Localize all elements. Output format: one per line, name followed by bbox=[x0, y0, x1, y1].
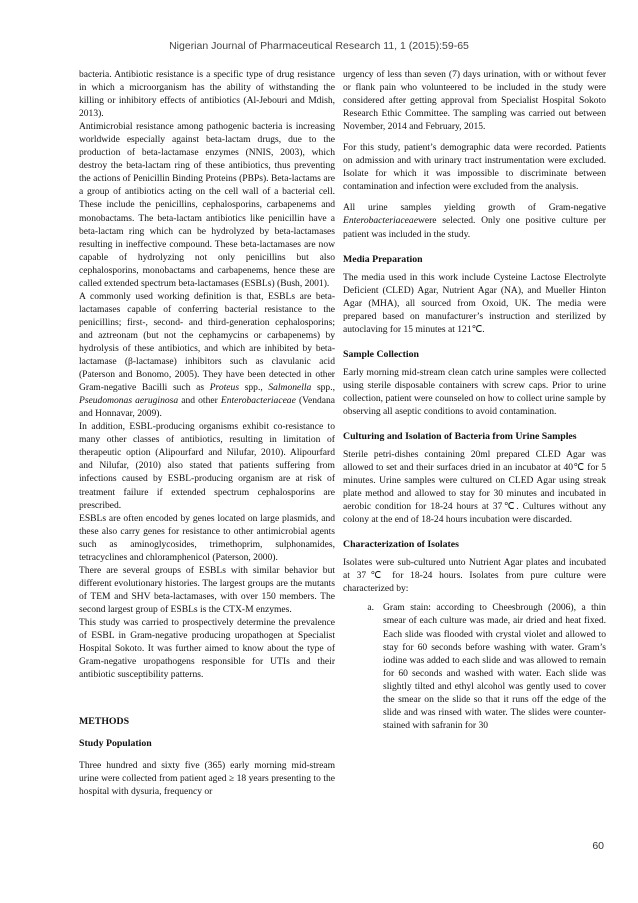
paragraph: There are several groups of ESBLs with similar behavior but different evolutionary histories. The largest groups are the mutants of TEM and SHV beta-lactamases, with over 150 members. The second largest group of ESBLs is the CTX-M enzymes. bbox=[79, 564, 335, 615]
paragraph: In addition, ESBL-producing organisms exhibit co-resistance to many other classes of antibiotics, resulting in limitation of therapeutic option (Alipourfard and Nilufar, 2010). Alipourfard and Nilufar, (2010) also stated that patients suffering from infections caused by ESBL-producing organism are at risk of treatment failure if extended spectrum cephalosporins are prescribed. bbox=[79, 421, 335, 511]
paragraph: Isolates were sub-cultured unto Nutrient Agar plates and incubated at 37℃ for 18-24 hours. Isolates from pure culture were characterized by: bbox=[343, 557, 606, 595]
subsection-heading-characterization: Characterization of Isolates bbox=[343, 539, 459, 551]
paragraph: A commonly used working definition is that, ESBLs are beta-lactamases capable of conferring bacterial resistance to the penicillins; first-, second- and third-generation cephalosporins; and aztreonam (but not the cephamycins or carbapenems) by hydrolysis of these antibiotics, and which are inhibited by beta-lactamase (β-lactamase) inhibitors such as clavulanic acid (Paterson and Bonomo, 2005). They have been detected in other Gram-negative Bacilli such as Proteus spp., Salmonella spp., Pseudomonas aeruginosa and other Enterobacteriaceae (Vendana and Honnavar, 2009). bbox=[79, 290, 335, 420]
list-item bbox=[343, 601, 606, 731]
left-column bbox=[79, 68, 335, 798]
subsection-heading-sample-collection: Sample Collection bbox=[343, 348, 419, 360]
subsection-heading-study-population: Study Population bbox=[79, 738, 152, 750]
paragraph: Three hundred and sixty five (365) early morning mid-stream urine were collected from patient aged ≥ 18 years presenting to the hospital with dysuria, frequency or bbox=[79, 760, 335, 798]
paragraph: All urine samples yielding growth of Gram-negative Enterobacteriaceaewere selected. Only one positive culture per patient was included in the study. bbox=[343, 202, 606, 240]
paragraph: Sterile petri-dishes containing 20ml prepared CLED Agar was allowed to set and their surfaces dried in an incubator at 40℃ for 5 minutes. Urine samples were cultured on CLED Agar using streak plate method and allowed to stay for 30 minutes and incubated in aerobic condition for 18-24 hours at 37℃. Cultures without any colony at the end of 18-24 hours incubation were discarded. bbox=[343, 448, 606, 526]
subsection-heading-media-preparation: Media Preparation bbox=[343, 253, 423, 265]
right-column bbox=[343, 68, 606, 732]
paragraph: ESBLs are often encoded by genes located on large plasmids, and these also carry genes for resistance to other antimicrobial agents such as aminoglycosides, trimethoprim, sulphonamides, tetracyclines and chloramphenicol (Paterson, 2000). bbox=[79, 512, 335, 563]
paragraph: This study was carried to prospectively determine the prevalence of ESBL in Gram-negative producing uropathogen at Specialist Hospital Sokoto. It was further aimed to know about the type of Gram-negative uropathogens responsible for UTIs and their antibiotic susceptibility patterns. bbox=[79, 616, 335, 681]
list-marker: a. bbox=[367, 602, 374, 614]
paragraph: Antimicrobial resistance among pathogenic bacteria is increasing worldwide especially against beta-lactam drugs, due to the production of beta-lactamase enzymes (NNIS, 2003), which destroy the beta-lactam ring of these antibiotics, thus preventing the actions of Penicillin Binding Proteins (PBPs). Beta-lactams are a group of antibiotics acting on the cell wall of a bacterial cell. These include the penicillins, cephalosporins, carbapenems and monobactams. The beta-lactam antibiotics like penicillin have a beta-lactam ring which can be hydrolyzed by beta-lactamases resulting in ineffective compound. These beta-lactamases are now capable of hydrolyzing not only penicillins but also cephalosporins, monobactams and carbapenems, hence these are called extended spectrum beta-lactamases (ESBLs) (Bush, 2001). bbox=[79, 121, 335, 289]
paragraph: Early morning mid-stream clean catch urine samples were collected using sterile disposable containers with screw caps. Prior to urine collection, patient were counseled on how to collect urine sample by observing all aseptic conditions to avoid contamination. bbox=[343, 366, 606, 417]
section-heading-methods: METHODS bbox=[79, 716, 130, 728]
paragraph: urgency of less than seven (7) days urination, with or without fever or flank pain who volunteered to be included in the study were considered after getting approval from Specialist Hospital Sokoto Research Ethic Committee. The sampling was carried out between November, 2014 and February, 2015. bbox=[343, 69, 606, 133]
list-item-text: Gram stain: according to Cheesbrough (2006), a thin smear of each culture was made, air dried and heat fixed. Each slide was flooded with crystal violet and allowed to stay for 60 seconds before washing with water. Gram’s iodine was added to each slide and was allowed to remain for 60 seconds and washed with water. Each slide was slightly tilted and ethyl alcohol was gently used to cover the smear on the slide so that it runs off the edge of the slide and was rinsed with water. The slides were counter-stained with safranin for 30 bbox=[383, 602, 606, 731]
page-number: 60 bbox=[592, 840, 604, 852]
running-header: Nigerian Journal of Pharmaceutical Research 11, 1 (2015):59-65 bbox=[169, 40, 469, 52]
subsection-heading-culturing: Culturing and Isolation of Bacteria from Urine Samples bbox=[343, 430, 577, 442]
paragraph: bacteria. Antibiotic resistance is a specific type of drug resistance in which a microorganism has the ability of withstanding the killing or inhibitory effects of antibiotics (Al-Jebouri and Mdish, 2013). bbox=[79, 69, 335, 120]
paragraph: For this study, patient’s demographic data were recorded. Patients on admission and with urinary tract instrumentation were excluded. Isolate for which it was impossible to discriminate between contamination and infection were excluded from the analysis. bbox=[343, 142, 606, 193]
paragraph: The media used in this work include Cysteine Lactose Electrolyte Deficient (CLED) Agar, Nutrient Agar (NA), and Mueller Hinton Agar (MHA), all sourced from Oxoid, UK. The media were prepared based on manufacturer’s instruction and sterilized by autoclaving for 15 minutes at 121℃. bbox=[343, 271, 606, 335]
